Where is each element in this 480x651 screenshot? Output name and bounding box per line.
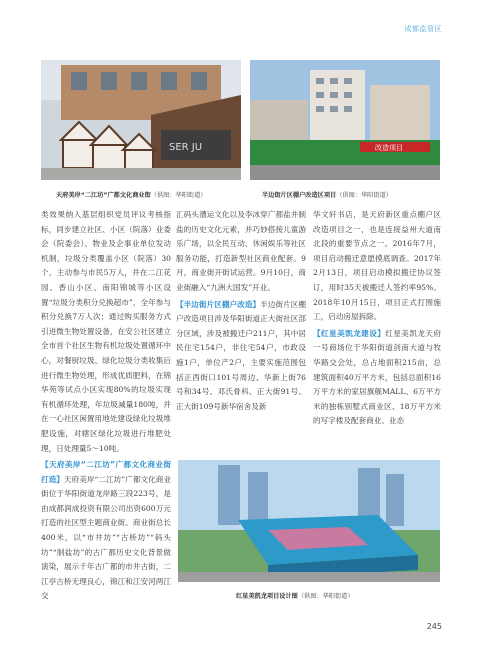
commercial-street-image xyxy=(41,60,241,180)
renovation-area-image xyxy=(250,60,440,180)
column-2 xyxy=(176,208,306,414)
col2-paragraph-2: 【半边街片区棚户改造】半边街片区棚户改造项目涉及华阳街道正大街社区部分区域，涉及被搬迁户211户，其中居民住宅154户，非住宅54户，市政设施1户，单位产2户，主要实施范围包括正西街口101号周边、华新上街76号和34号、邓氏骨科、正大街91号、正大街109号新华宿舍及新 xyxy=(176,299,307,411)
caption-photo2: 半边街片区棚户改造区项目（供图：华阳街道） xyxy=(262,192,392,199)
caption-photo3: 红星美凯龙项目设计图（供图：华阳街道） xyxy=(236,593,354,600)
column-1 xyxy=(41,208,171,604)
col3-tag: 【红星美凯龙建设】 xyxy=(313,328,386,338)
page-number: 245 xyxy=(426,622,442,631)
col1-tag: 【天府美岸“二江坊”广都文化商业街打造】 xyxy=(41,460,171,484)
col1-paragraph-1: 类效果纳入基层组织党员评议考核指标，同步建立社区、小区（院落）业委会（院委会）、物业及企事业单位发动机制，垃圾分类覆盖小区（院落）30个，主动参与市民5万人，并在二江花园、香山小区、南阳锦城等小区设置“垃圾分类积分兑换超市”，全年参与积分兑换7万人次；通过购买服务方式引进微生物处置设备，在安公社区建立全市首个社区生物有机垃圾处置循环中心，对餐厨垃圾、绿化垃圾分类收集后进行微生物处理，形成优质肥料，在锦华苑等试点小区实现80%的垃圾实现有机循环处理，年垃圾减量180吨，并在一心社区闲置用地处建设绿化垃圾堆肥设施，对辖区绿化垃圾进行堆肥处理，日处理量5～10吨。 xyxy=(41,210,171,453)
section-header: 成都监管区 xyxy=(404,25,442,33)
col3-paragraph-2: 【红星美凯龙建设】红星美凯龙天府一号商场位于华阳街道剑南大道与牧华路交会处，总占地面积215亩，总建筑面积40万平方米，包括总面积16万平方米的家居旗舰MALL、6万平方米的独栋别墅式商业区、18万平方米的写字楼及配套商业、业态 xyxy=(313,328,442,426)
col2-paragraph-1: 汇码头漕运文化以及李冰穿广都盐井制盐的历史文化元素，并巧妙搭接儿童游乐广场，以全民互动、休闲娱乐等社区服务功能，打造新型社区商业配套。9月，商业街开街试运营。9月10日，商业街融入“九洲大国发”开业。 xyxy=(176,210,306,292)
photo-commercial-street xyxy=(41,60,241,180)
design-rendering-image xyxy=(178,460,440,582)
photo-design-rendering xyxy=(178,460,440,582)
column-3 xyxy=(313,208,441,429)
svg-text:SER JU: SER JU xyxy=(169,142,203,153)
col1-paragraph-2: 【天府美岸“二江坊”广都文化商业街打造】天府美岸“二江坊”广都文化商业街位于华阳街道龙岸路三段223号，是由成都润成投资有限公司出资600万元打造的社区型主题商业街。商业街总长400米，以“市井坊”“古桥坊”“码头坊”“制盐坊”的古广都历史文化背景做演染，展示千年古广都的市井古街，二江亭古桥无理良心，锦江和江安河两江交 xyxy=(41,460,172,601)
col3-paragraph-1: 华文轩书店，是天府新区重点棚户区改造项目之一，也是连接益州大道南北段的重要节点之一。2016年7月，项目启动搬迁意愿摸底调查。2017年2月13日，项目启动模拟搬迁协议签订，用时35天被搬迁人签约率95%。2018年10月15日，项目正式打围施工，启动房屋拆除。 xyxy=(313,210,441,322)
photo-renovation-area xyxy=(250,60,440,180)
svg-text:改造项目: 改造项目 xyxy=(375,144,403,152)
caption-photo1: 天府美岸“二江坊”广都文化商业街（供图：华阳街道） xyxy=(56,192,207,199)
col2-tag: 【半边街片区棚户改造】 xyxy=(176,299,261,309)
